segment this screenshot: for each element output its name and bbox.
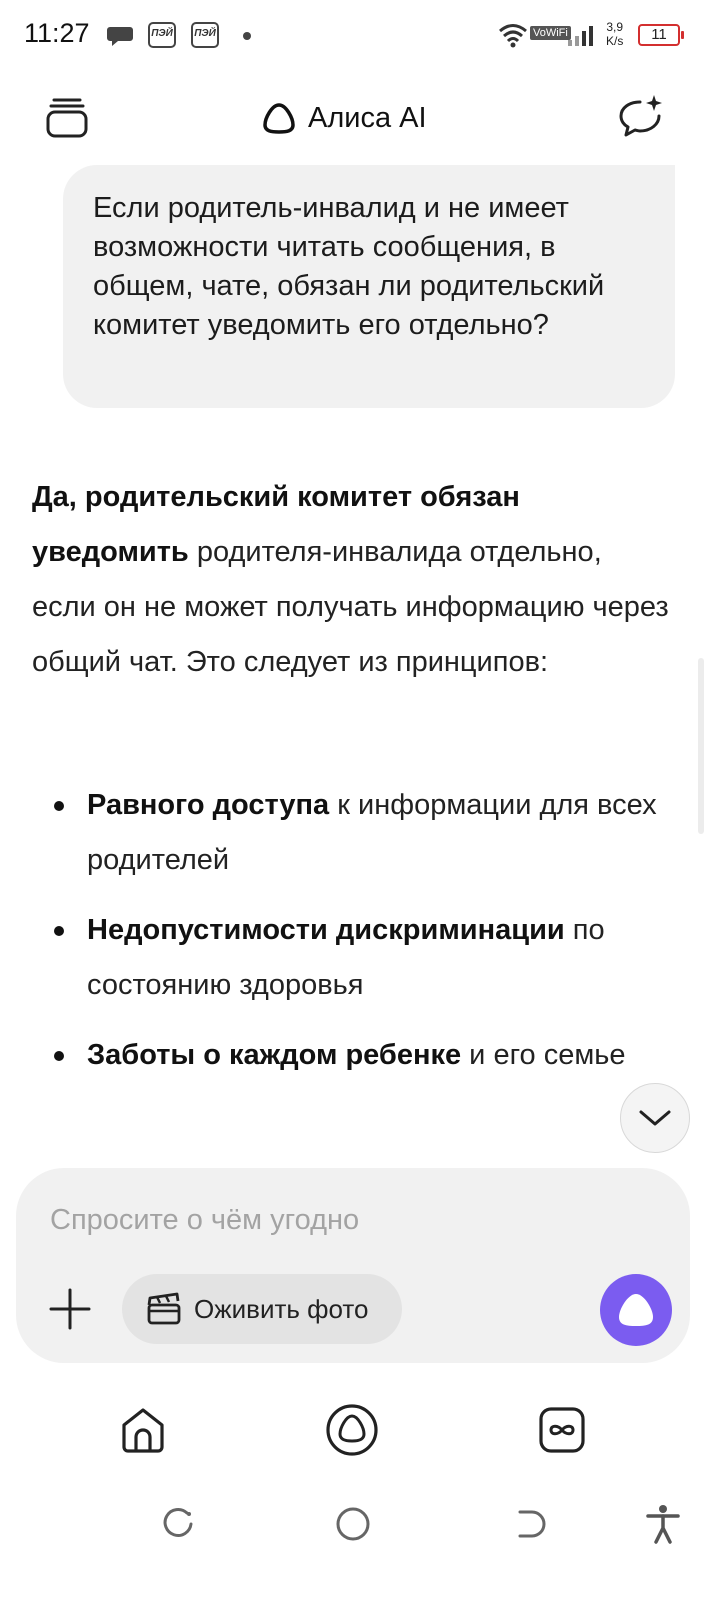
- accessibility-button[interactable]: [641, 1502, 685, 1546]
- assistant-answer: [32, 470, 672, 1071]
- bullet-bold: Заботы о каждом ребенке: [87, 1039, 462, 1071]
- user-message-bubble: [63, 165, 675, 408]
- alice-logo-icon: [262, 102, 296, 134]
- home-circle-icon: [335, 1506, 371, 1542]
- scrollbar[interactable]: [698, 658, 704, 834]
- speed-value: 3,9: [606, 20, 624, 34]
- vowifi-badge: VoWiFi: [530, 26, 571, 40]
- status-bar: [0, 0, 720, 72]
- nav-services[interactable]: [532, 1400, 592, 1460]
- signal-icon: [568, 24, 596, 46]
- pei-badge-icon: ПЭЙ: [191, 22, 219, 48]
- back-icon: [512, 1507, 546, 1541]
- bullet-bold: Равного доступа: [87, 789, 330, 821]
- plus-icon[interactable]: [48, 1286, 92, 1332]
- nav-alice[interactable]: [322, 1400, 382, 1460]
- recents-icon: [161, 1507, 195, 1541]
- list-item: [32, 903, 682, 1013]
- answer-lead-bold: Да, родительский комитет обязан уведомить: [32, 481, 520, 568]
- system-navigation-bar: [0, 1490, 720, 1560]
- bullet-text: к информации для всех родителей: [87, 789, 657, 876]
- answer-bullet-list: [32, 778, 682, 1098]
- scroll-down-button[interactable]: [620, 1083, 690, 1153]
- notification-dot-icon: [243, 32, 251, 40]
- answer-lead-text: родителя-инвалида отдельно, если он не может получать информацию через общий чат. Это следует из принципов:: [32, 536, 669, 678]
- accessibility-icon: [645, 1504, 681, 1544]
- wifi-icon: [498, 22, 528, 48]
- system-home-button[interactable]: [331, 1502, 375, 1546]
- list-item: [32, 778, 682, 888]
- new-chat-icon[interactable]: [618, 94, 664, 138]
- alice-voice-button[interactable]: [600, 1274, 672, 1346]
- header-title-group: [262, 98, 427, 138]
- nav-home[interactable]: [113, 1400, 173, 1460]
- alice-icon: [616, 1291, 656, 1329]
- speed-unit: K/s: [606, 34, 624, 48]
- chats-stack-icon[interactable]: [46, 96, 88, 138]
- home-icon: [119, 1405, 167, 1455]
- bottom-nav: [0, 1390, 720, 1470]
- list-item: [32, 1028, 682, 1083]
- chevron-down-icon: [638, 1108, 672, 1128]
- bullet-text: по состоянию здоровья: [87, 914, 605, 1001]
- page-title: Алиса AI: [308, 101, 427, 134]
- services-icon: [538, 1406, 586, 1454]
- message-input[interactable]: [50, 1198, 610, 1242]
- battery-icon: 11: [638, 24, 680, 46]
- animate-photo-label: Оживить фото: [194, 1293, 369, 1324]
- pei-badge-icon: ПЭЙ: [148, 22, 176, 48]
- bullet-bold: Недопустимости дискриминации: [87, 914, 565, 946]
- clapperboard-icon: [146, 1292, 182, 1326]
- bullet-text: и его семье: [461, 1039, 626, 1071]
- user-message-text: Если родитель-инвалид и не имеет возможности читать сообщения, в общем, чате, обязан ли родительский комитет уведомить его отдельно?: [93, 192, 605, 341]
- message-bubble-icon: [106, 24, 134, 48]
- alice-icon: [325, 1403, 379, 1457]
- system-recents-button[interactable]: [156, 1502, 200, 1546]
- animate-photo-button[interactable]: [122, 1274, 402, 1344]
- status-time: 11:27: [24, 18, 90, 48]
- answer-paragraph: [32, 470, 672, 690]
- app-header: [0, 80, 720, 156]
- network-speed: [606, 20, 623, 48]
- system-back-button[interactable]: [507, 1502, 551, 1546]
- message-composer: [16, 1168, 690, 1363]
